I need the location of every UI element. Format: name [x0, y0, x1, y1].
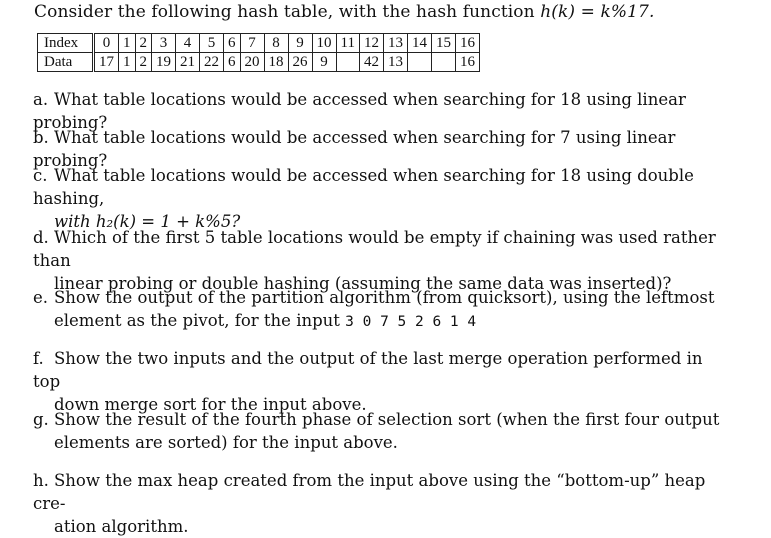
question-f	[33, 347, 733, 416]
data-cell: 21	[176, 53, 200, 72]
index-cell: 6	[224, 34, 241, 53]
question-g	[33, 408, 733, 454]
index-cell: 0	[94, 34, 119, 53]
index-cell: 3	[152, 34, 176, 53]
index-cell: 15	[431, 34, 455, 53]
question-letter: f.	[33, 349, 44, 368]
question-text: What table locations would be accessed when searching for 18 using linear probing?	[33, 90, 686, 132]
index-cell: 9	[288, 34, 312, 53]
data-cell: 16	[455, 53, 479, 72]
question-letter: a.	[33, 90, 49, 109]
index-cell: 2	[135, 34, 152, 53]
data-cell: 2	[135, 53, 152, 72]
data-cell: 13	[383, 53, 407, 72]
index-cell: 10	[312, 34, 336, 53]
index-cell: 12	[359, 34, 383, 53]
index-cell: 11	[336, 34, 359, 53]
question-text: Which of the first 5 table locations would be empty if chaining was used rather than	[33, 228, 716, 270]
intro-prefix: Consider the following hash table, with the hash function	[34, 2, 541, 22]
question-text-line2: linear probing or double hashing (assuming the same data was inserted)?	[54, 274, 672, 293]
index-cell: 13	[383, 34, 407, 53]
question-letter: c.	[33, 166, 48, 185]
index-label: Index	[38, 34, 94, 53]
hash-function-formula: h(k) = k%17.	[540, 2, 655, 22]
question-text-line2: ation algorithm.	[54, 517, 189, 536]
data-cell: 9	[312, 53, 336, 72]
index-cell: 4	[176, 34, 200, 53]
question-d	[33, 226, 733, 295]
question-text-line2: down merge sort for the input above.	[54, 395, 367, 414]
data-cell: 42	[359, 53, 383, 72]
question-letter: h.	[33, 471, 49, 490]
question-text: Show the max heap created from the input above using the “bottom-up” heap cre-	[33, 471, 706, 513]
question-letter: g.	[33, 410, 49, 429]
data-cell: 17	[94, 53, 119, 72]
question-text: Show the two inputs and the output of the last merge operation performed in top	[33, 349, 703, 391]
index-cell: 1	[119, 34, 136, 53]
data-cell: 1	[119, 53, 136, 72]
question-text-line2: elements are sorted) for the input above.	[54, 433, 398, 452]
input-prefix: element as the pivot, for the input	[54, 311, 346, 330]
question-letter: d.	[33, 228, 49, 247]
question-e	[33, 286, 733, 334]
question-text: What table locations would be accessed when searching for 18 using double hashing,	[33, 166, 694, 208]
question-h	[33, 469, 733, 538]
question-c	[33, 164, 733, 233]
index-cell: 7	[240, 34, 264, 53]
question-text: Show the result of the fourth phase of selection sort (when the first four output	[54, 410, 720, 429]
index-cell: 5	[200, 34, 224, 53]
question-letter: b.	[33, 128, 49, 147]
data-cell: 20	[240, 53, 264, 72]
question-letter: e.	[33, 288, 49, 307]
index-cell: 8	[264, 34, 288, 53]
data-cell: 26	[288, 53, 312, 72]
question-text: What table locations would be accessed when searching for 7 using linear probing?	[33, 128, 676, 170]
index-cell: 16	[455, 34, 479, 53]
data-cell: 18	[264, 53, 288, 72]
index-cell: 14	[407, 34, 431, 53]
input-sequence: 3 0 7 5 2 6 1 4	[345, 314, 477, 330]
data-cell: 19	[152, 53, 176, 72]
data-cell: 6	[224, 53, 241, 72]
data-label: Data	[38, 53, 94, 72]
question-text: Show the output of the partition algorithm (from quicksort), using the leftmost	[54, 288, 715, 307]
question-text-line2: with h₂(k) = 1 + k%5?	[54, 212, 241, 231]
data-cell: 22	[200, 53, 224, 72]
question-text-line2	[33, 309, 733, 334]
